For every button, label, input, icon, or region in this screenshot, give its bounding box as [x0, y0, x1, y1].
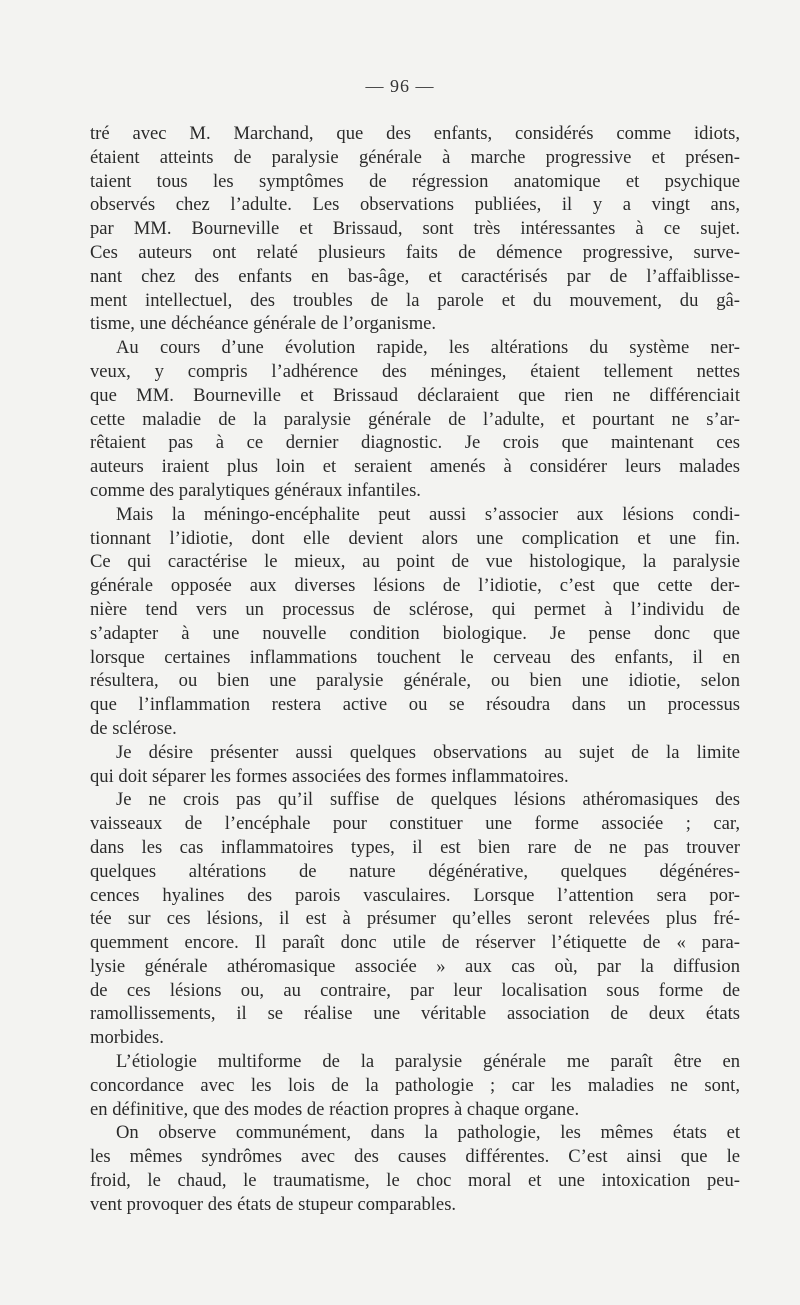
- text-line: concordance avec les lois de la pathologie ; car les maladies ne sont,: [90, 1074, 740, 1096]
- text-line: ramollissements, il se réalise une véritable association de deux états: [90, 1003, 740, 1025]
- text-line: dans les cas inflammatoires types, il est bien rare de ne pas trouver: [90, 836, 740, 858]
- text-line: générale opposée aux diverses lésions de l’idiotie, c’est que cette der-: [90, 575, 740, 597]
- text-line: comme des paralytiques généraux infantiles.: [90, 479, 421, 501]
- text-line: cette maladie de la paralysie générale de l’adulte, et pourtant ne s’ar-: [90, 408, 740, 430]
- text-line: lysie générale athéromasique associée » aux cas où, par la diffusion: [90, 955, 740, 977]
- text-line: veux, y compris l’adhérence des méninges, étaient tellement nettes: [90, 360, 740, 382]
- text-line: tisme, une déchéance générale de l’organisme.: [90, 313, 437, 335]
- text-line: On observe communément, dans la pathologie, les mêmes états et: [116, 1122, 740, 1144]
- text-line: rêtaient pas à ce dernier diagnostic. Je crois que maintenant ces: [90, 432, 740, 454]
- text-line: nant chez des enfants en bas-âge, et caractérisés par de l’affaiblisse-: [90, 265, 740, 287]
- text-line: par MM. Bourneville et Brissaud, sont très intéressantes à ce sujet.: [90, 218, 740, 240]
- text-line: résultera, ou bien une paralysie générale, ou bien une idiotie, selon: [90, 670, 740, 692]
- body-text: [90, 122, 740, 1217]
- text-line: de sclérose.: [90, 717, 177, 739]
- text-line: quemment encore. Il paraît donc utile de réserver l’étiquette de « para-: [90, 932, 740, 954]
- text-line: étaient atteints de paralysie générale à marche progressive et présen-: [90, 146, 740, 168]
- text-line: ment intellectuel, des troubles de la parole et du mouvement, du gâ-: [90, 289, 740, 311]
- text-line: que l’inflammation restera active ou se résoudra dans un processus: [90, 694, 740, 716]
- text-line: morbides.: [90, 1027, 164, 1049]
- text-line: Au cours d’une évolution rapide, les altérations du système ner-: [116, 337, 740, 359]
- text-line: tée sur ces lésions, il est à présumer qu’elles seront relevées plus fré-: [90, 908, 740, 930]
- text-line: Mais la méningo-encéphalite peut aussi s’associer aux lésions condi-: [116, 503, 740, 525]
- text-line: tionnant l’idiotie, dont elle devient alors une complication et une fin.: [90, 527, 740, 549]
- text-line: tré avec M. Marchand, que des enfants, considérés comme idiots,: [90, 123, 740, 144]
- text-line: auteurs iraient plus loin et seraient amenés à considérer leurs malades: [90, 456, 740, 478]
- text-line: de ces lésions ou, au contraire, par leur localisation sous forme de: [90, 979, 740, 1001]
- text-line: L’étiologie multiforme de la paralysie générale me paraît être en: [116, 1051, 740, 1073]
- text-line: en définitive, que des modes de réaction propres à chaque organe.: [90, 1098, 580, 1120]
- text-line: s’adapter à une nouvelle condition biologique. Je pense donc que: [90, 622, 740, 644]
- text-line: nière tend vers un processus de sclérose, qui permet à l’individu de: [90, 598, 740, 620]
- page-number: — 96 —: [365, 76, 435, 96]
- text-line: Je ne crois pas qu’il suffise de quelques lésions athéromasiques des: [116, 789, 740, 811]
- text-line: Ces auteurs ont relaté plusieurs faits de démence progressive, surve-: [90, 241, 740, 263]
- text-line: froid, le chaud, le traumatisme, le choc moral et une intoxication peu-: [90, 1170, 740, 1192]
- text-line: que MM. Bourneville et Brissaud déclaraient que rien ne différenciait: [90, 384, 740, 406]
- text-line: les mêmes syndrômes avec des causes différentes. C’est ainsi que le: [90, 1146, 740, 1168]
- text-line: vent provoquer des états de stupeur comparables.: [90, 1193, 457, 1215]
- text-line: Je désire présenter aussi quelques observations au sujet de la limite: [116, 741, 740, 763]
- text-line: Ce qui caractérise le mieux, au point de vue histologique, la paralysie: [90, 551, 740, 573]
- text-line: taient tous les symptômes de régression anatomique et psychique: [90, 170, 740, 192]
- text-line: observés chez l’adulte. Les observations publiées, il y a vingt ans,: [90, 194, 740, 216]
- text-line: quelques altérations de nature dégénérative, quelques dégénéres-: [90, 860, 740, 882]
- text-line: qui doit séparer les formes associées des formes inflammatoires.: [90, 765, 569, 787]
- text-line: lorsque certaines inflammations touchent le cerveau des enfants, il en: [90, 646, 740, 668]
- text-line: vaisseaux de l’encéphale pour constituer une forme associée ; car,: [90, 813, 740, 835]
- text-line: cences hyalines des parois vasculaires. Lorsque l’attention sera por-: [90, 884, 740, 906]
